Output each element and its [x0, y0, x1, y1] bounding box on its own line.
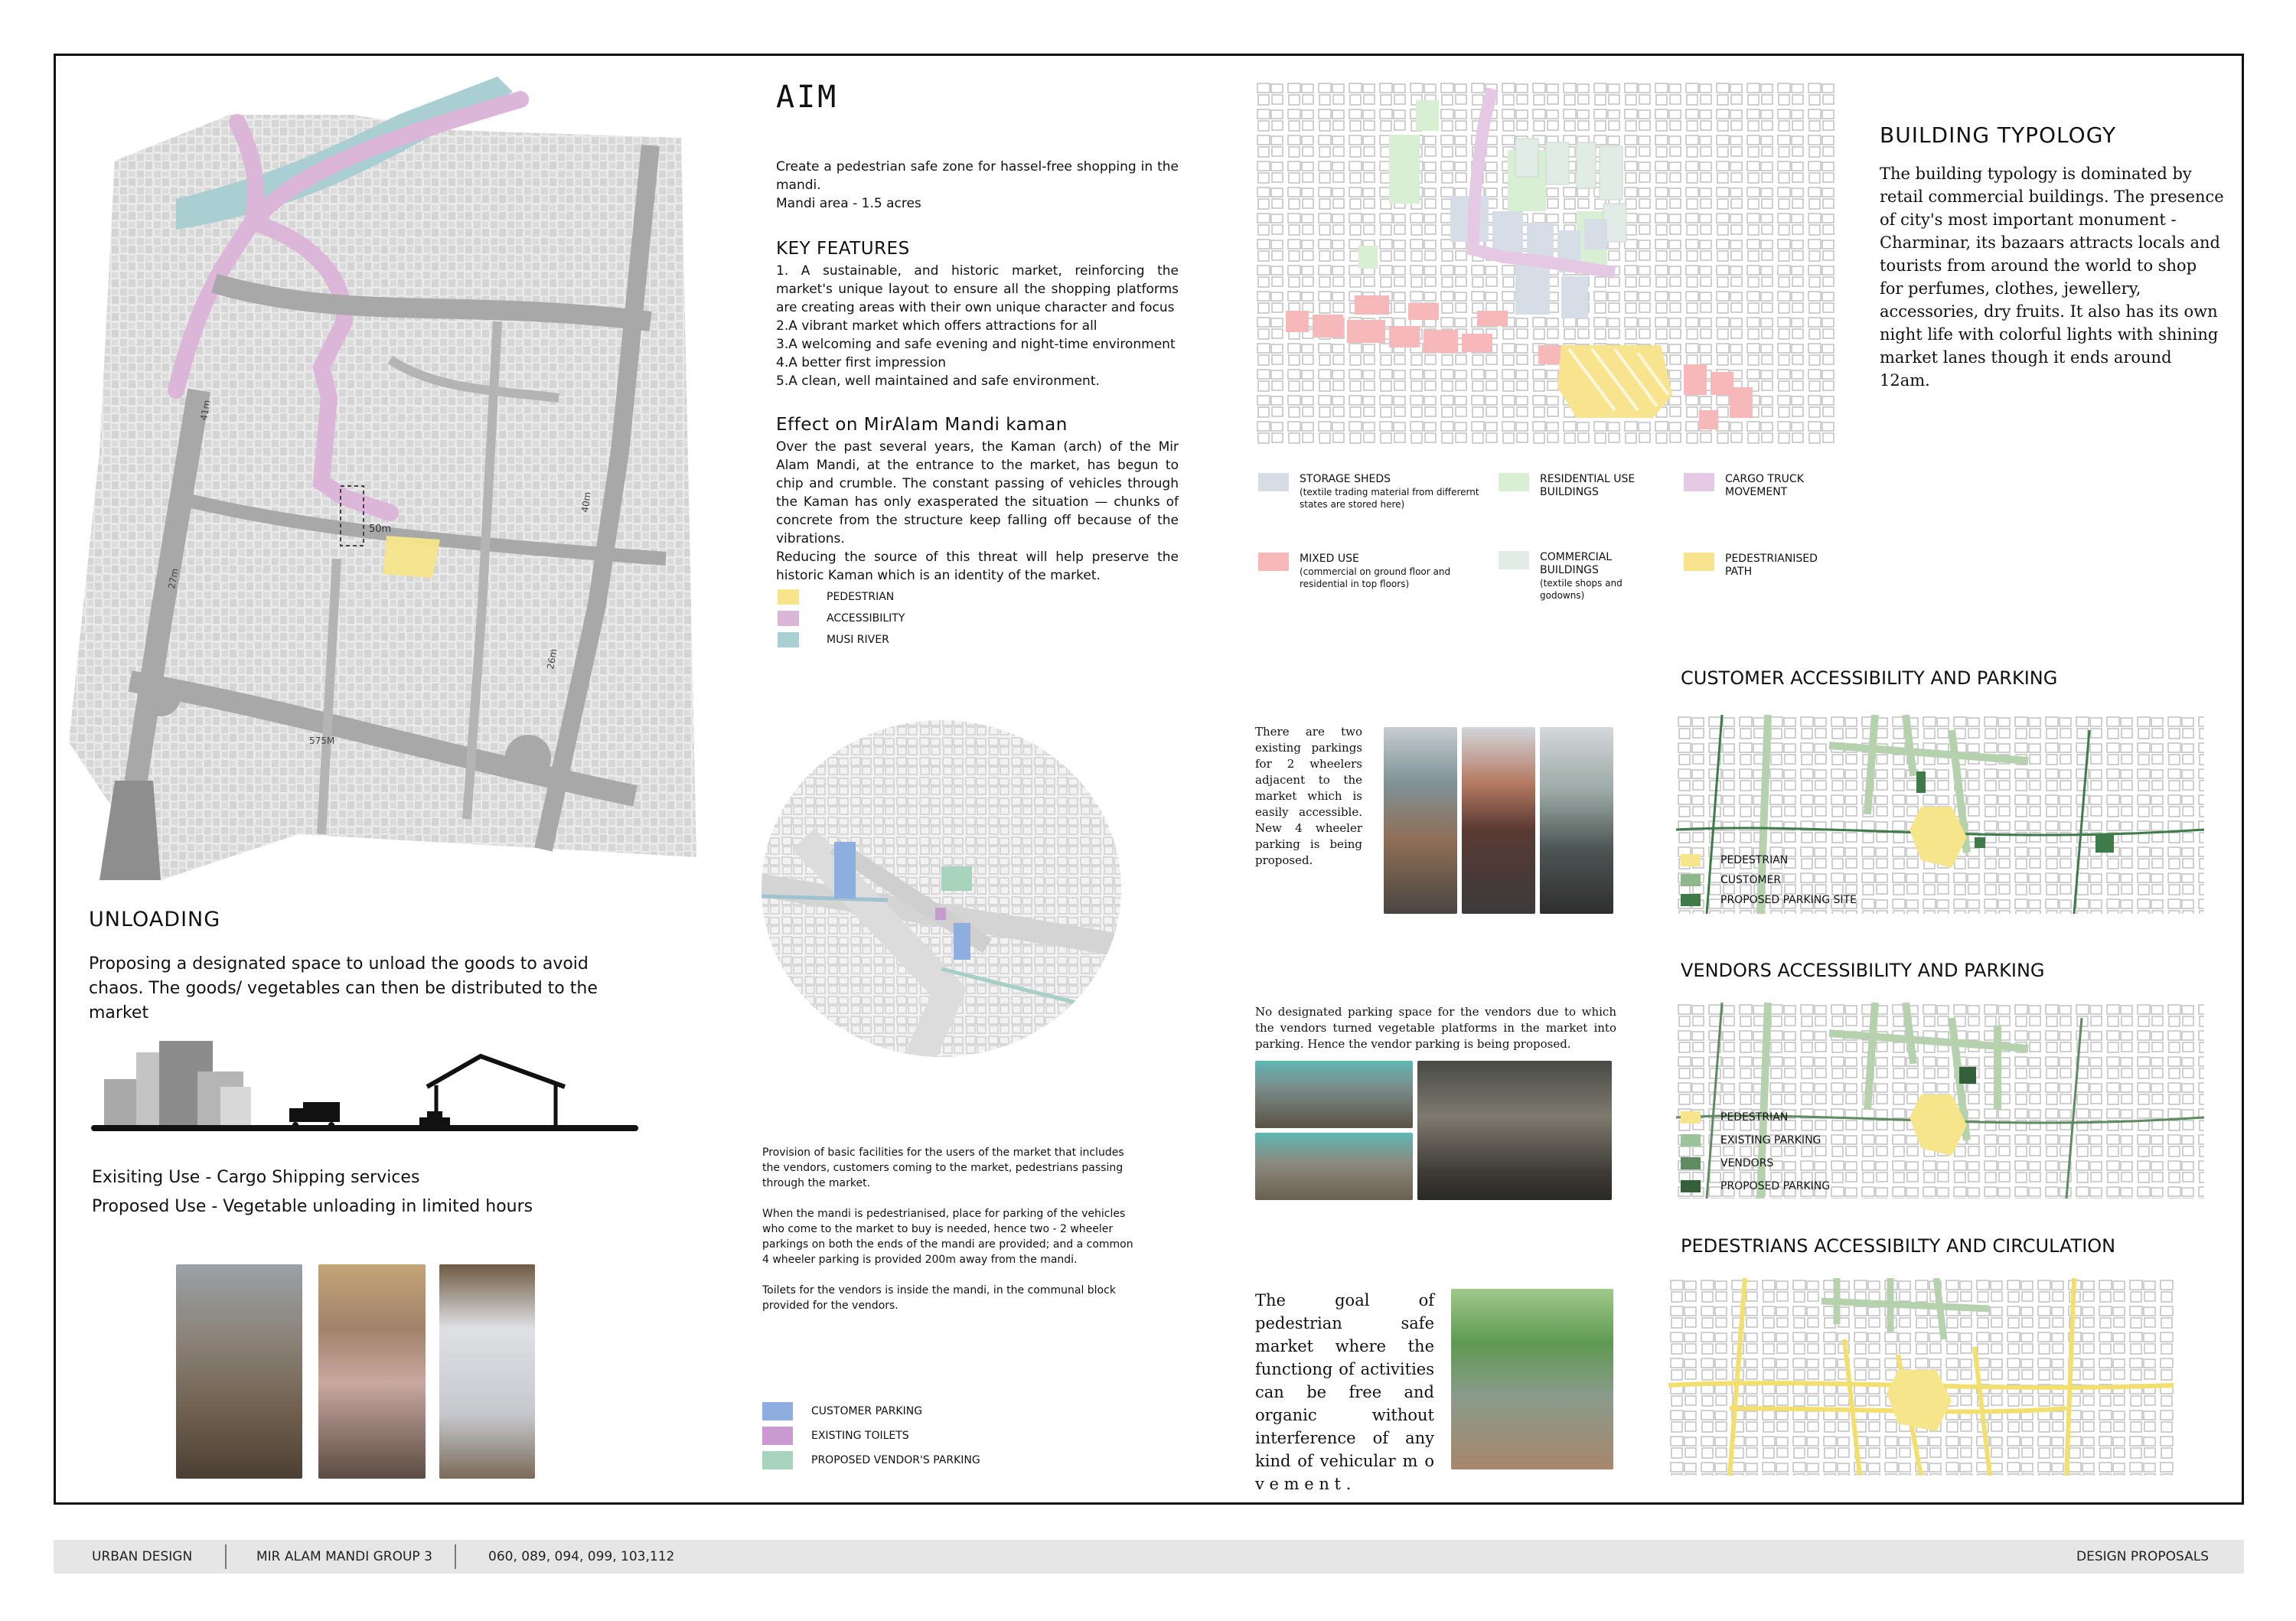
- facilities-text: [762, 1145, 1137, 1313]
- legend-label: PEDESTRIAN: [1720, 1111, 1789, 1124]
- legend-swatch-mixed: [1258, 553, 1289, 571]
- legend-label-residential: RESIDENTIAL USE BUILDINGS: [1540, 473, 1636, 498]
- vendors-section-title: VENDORS ACCESSIBILITY AND PARKING: [1681, 960, 2045, 981]
- facilities-para-3: Toilets for the vendors is inside the mandi, in the communal block provided for the vendors.: [762, 1284, 1116, 1312]
- unloading-diagram: [90, 1010, 657, 1140]
- legend-sub-storage: (textile trading material from differernt states are stored here): [1300, 487, 1479, 510]
- unloading-photo-street: [176, 1264, 302, 1479]
- legend-label: VENDORS: [1720, 1157, 1774, 1169]
- footer-group: MIR ALAM MANDI GROUP 3: [256, 1549, 432, 1564]
- unloading-title: UNLOADING: [89, 908, 221, 931]
- vendors-legend-pedestrian: [1681, 1111, 1788, 1124]
- legend-label-storage: STORAGE SHEDS: [1300, 473, 1391, 485]
- legend-swatch-pedestrian: [778, 589, 799, 605]
- vendors-legend-existing: [1681, 1134, 1821, 1146]
- legend-swatch-pedestrianised: [1684, 553, 1714, 571]
- unloading-proposed-use: Proposed Use - Vegetable unloading in limited hours: [92, 1197, 533, 1216]
- existing-toilets: [935, 908, 946, 920]
- facilities-para-1: Provision of basic facilities for the users of the market that includes the vendors, customers coming to the market, pedestrians passing through the market.: [762, 1146, 1124, 1189]
- legend-swatch-cargo: [1684, 473, 1714, 491]
- footer-bar: [54, 1540, 2244, 1574]
- customer-legend-pedestrian: [1681, 854, 1788, 866]
- aim-line-2: Mandi area - 1.5 acres: [776, 196, 921, 211]
- aim-title: AIM: [776, 80, 839, 115]
- effect-body-2: Reducing the source of this threat will help preserve the historic Kaman which is an identity of the market.: [776, 550, 1179, 583]
- pedestrian-circulation-map: [1668, 1278, 2174, 1476]
- map-label-width-1: 41m: [198, 399, 213, 422]
- customer-photo-building: [1462, 727, 1535, 914]
- customer-legend-customer: [1681, 874, 1781, 886]
- facilities-para-2: When the mandi is pedestrianised, place for parking of the vehicles who come to the market to buy is needed, hence two - 2 wheeler parkings on both the ends of the mandi are provided; and a common 4 wheeler parking is provided 200m away from the mandi.: [762, 1208, 1133, 1266]
- customer-note: There are two existing parkings for 2 wheelers adjacent to the market which is easily accessible. New 4 wheeler parking is being proposed.: [1255, 725, 1362, 867]
- unloading-photo-sacks: [439, 1264, 535, 1479]
- building-typology-title: BUILDING TYPOLOGY: [1880, 122, 2117, 148]
- customer-photo-street: [1384, 727, 1457, 914]
- legend-sub-mixed: (commercial on ground floor and residential in top floors): [1300, 566, 1451, 589]
- legend-swatch-storage: [1258, 473, 1289, 491]
- legend-sub-commercial: (textile shops and godowns): [1540, 578, 1623, 601]
- vendors-legend-proposed: [1681, 1180, 1830, 1192]
- unloading-body: Proposing a designated space to unload the goods to avoid chaos. The goods/ vegetables can then be distributed to the market: [89, 954, 598, 1023]
- map-legend-river: [778, 632, 889, 647]
- aim-text: [776, 158, 1179, 213]
- effect-title: Effect on MirAlam Mandi kaman: [776, 415, 1068, 435]
- legend-swatch-vendor-parking: [762, 1451, 793, 1469]
- key-features-list: [776, 262, 1179, 390]
- key-feature-5: 5.A clean, well maintained and safe environment.: [776, 373, 1100, 389]
- typology-legend-storage: [1258, 473, 1480, 510]
- legend-label-pedestrian: PEDESTRIAN: [827, 591, 895, 603]
- aim-line-1: Create a pedestrian safe zone for hassel-free shopping in the mandi.: [776, 159, 1179, 193]
- facilities-map-svg: [758, 716, 1125, 1061]
- facilities-legend-vendor: [762, 1451, 980, 1469]
- legend-label-river: MUSI RIVER: [827, 634, 889, 646]
- customer-parking-2: [954, 923, 970, 960]
- vendors-photo-market-3: [1417, 1061, 1612, 1200]
- legend-swatch-commercial: [1499, 551, 1529, 569]
- vendors-photo-market-2: [1255, 1133, 1413, 1200]
- typology-legend-residential: [1499, 473, 1667, 499]
- legend-label-toilets: EXISTING TOILETS: [811, 1430, 909, 1442]
- key-feature-1: 1. A sustainable, and historic market, reinforcing the market's unique layout to ensure all the shopping platforms are creating areas with their own unique character and focus: [776, 263, 1179, 315]
- pedestrian-zone: [383, 536, 440, 578]
- map-label-width-4: 27m: [166, 567, 181, 590]
- map-label-width-2: 50m: [369, 523, 392, 535]
- facilities-legend-customer: [762, 1402, 922, 1420]
- unloading-photo-workers: [318, 1264, 426, 1479]
- legend-label: PROPOSED PARKING SITE: [1720, 894, 1857, 906]
- legend-label: PEDESTRIAN: [1720, 854, 1789, 866]
- customer-legend-proposed: [1681, 894, 1857, 906]
- pedestrian-street-photo: [1451, 1289, 1613, 1469]
- key-features-title: KEY FEATURES: [776, 239, 910, 259]
- vendors-photo-market-1: [1255, 1061, 1413, 1128]
- legend-swatch-river: [778, 632, 799, 647]
- typology-map: [1255, 81, 1837, 447]
- key-feature-3: 3.A welcoming and safe evening and night-time environment: [776, 337, 1176, 352]
- legend-label-commercial: COMMERCIAL BUILDINGS: [1540, 551, 1613, 576]
- vendors-legend-vendors: [1681, 1157, 1773, 1169]
- footer-section: DESIGN PROPOSALS: [2076, 1549, 2209, 1564]
- map-label-width-5: 26m: [545, 647, 559, 670]
- map-legend-pedestrian: [778, 589, 894, 605]
- footer-course: URBAN DESIGN: [92, 1549, 193, 1564]
- typology-legend-cargo: [1684, 473, 1837, 499]
- urban-fabric: [69, 115, 696, 880]
- proposed-vendor-parking: [941, 866, 972, 891]
- shed-icon: [419, 1056, 565, 1125]
- legend-swatch-accessibility: [778, 611, 799, 626]
- typology-map-svg: [1255, 81, 1837, 447]
- footer-rolls: 060, 089, 094, 099, 103,112: [488, 1549, 675, 1564]
- typology-legend-commercial: [1499, 551, 1667, 602]
- legend-swatch-customer-parking: [762, 1402, 793, 1420]
- urban-map-svg: [69, 69, 742, 880]
- legend-swatch-residential: [1499, 473, 1529, 491]
- legend-label: CUSTOMER: [1720, 874, 1782, 886]
- customer-photo-bikes: [1540, 727, 1613, 914]
- pedestrian-map-svg: [1668, 1278, 2174, 1476]
- facilities-circular-map: [758, 716, 1125, 1061]
- footer-separator: [455, 1544, 456, 1569]
- typology-legend-mixed: [1258, 553, 1480, 590]
- map-label-width-3: 40m: [579, 491, 593, 514]
- map-label-width-6: 575M: [309, 735, 335, 746]
- legend-label: EXISTING PARKING: [1720, 1134, 1821, 1146]
- building-typology-body: The building typology is dominated by retail commercial buildings. The presence of city's most important monument - Charminar, its bazaars attracts locals and tourists from around the world to shop for perfumes, clothes, jewellery, accessories, dry fruits. It also has its own night life with colorful lights with shining market lanes though it ends around 12am.: [1880, 165, 2224, 390]
- pedestrians-note: The goal of pedestrian safe market where the functiong of activities can be free and organic without interference of any kind of vehicular m o v e m e n t .: [1255, 1291, 1434, 1493]
- legend-label-pedestrianised: PEDESTRIANISED PATH: [1725, 553, 1818, 578]
- key-feature-2: 2.A vibrant market which offers attractions for all: [776, 318, 1097, 334]
- customer-section-title: CUSTOMER ACCESSIBILITY AND PARKING: [1681, 667, 2058, 689]
- legend-label-accessibility: ACCESSIBILITY: [827, 612, 905, 625]
- truck-icon: [289, 1102, 340, 1128]
- urban-context-map: [69, 69, 742, 880]
- facilities-legend-toilets: [762, 1427, 909, 1445]
- legend-label-mixed: MIXED USE: [1300, 553, 1359, 565]
- effect-body: Over the past several years, the Kaman (arch) of the Mir Alam Mandi, at the entrance to the market, has begun to chip and crumble. The constant passing of vehicles through the Kaman has only exasperated the situation — chunks of concrete from the structure keep falling off because of the vibrations.: [776, 439, 1179, 546]
- legend-swatch-toilets: [762, 1427, 793, 1445]
- vendors-note: No designated parking space for the vendors due to which the vendors turned vegetable platforms in the market into parking. Hence the vendor parking is being proposed.: [1255, 1005, 1616, 1051]
- legend-label: PROPOSED PARKING: [1720, 1180, 1831, 1192]
- customer-parking-1: [834, 842, 856, 899]
- legend-label-vendor-parking: PROPOSED VENDOR'S PARKING: [811, 1454, 980, 1466]
- map-legend-accessibility: [778, 611, 905, 626]
- footer-separator: [225, 1544, 227, 1569]
- pedestrians-section-title: PEDESTRIANS ACCESSIBILTY AND CIRCULATION: [1681, 1235, 2116, 1257]
- legend-label-cargo: CARGO TRUCK MOVEMENT: [1725, 473, 1804, 498]
- effect-text: [776, 438, 1179, 585]
- key-feature-4: 4.A better first impression: [776, 355, 947, 370]
- typology-legend-pedestrianised: [1684, 553, 1837, 579]
- unloading-existing-use: Exisiting Use - Cargo Shipping services: [92, 1168, 420, 1187]
- legend-label-customer-parking: CUSTOMER PARKING: [811, 1405, 923, 1417]
